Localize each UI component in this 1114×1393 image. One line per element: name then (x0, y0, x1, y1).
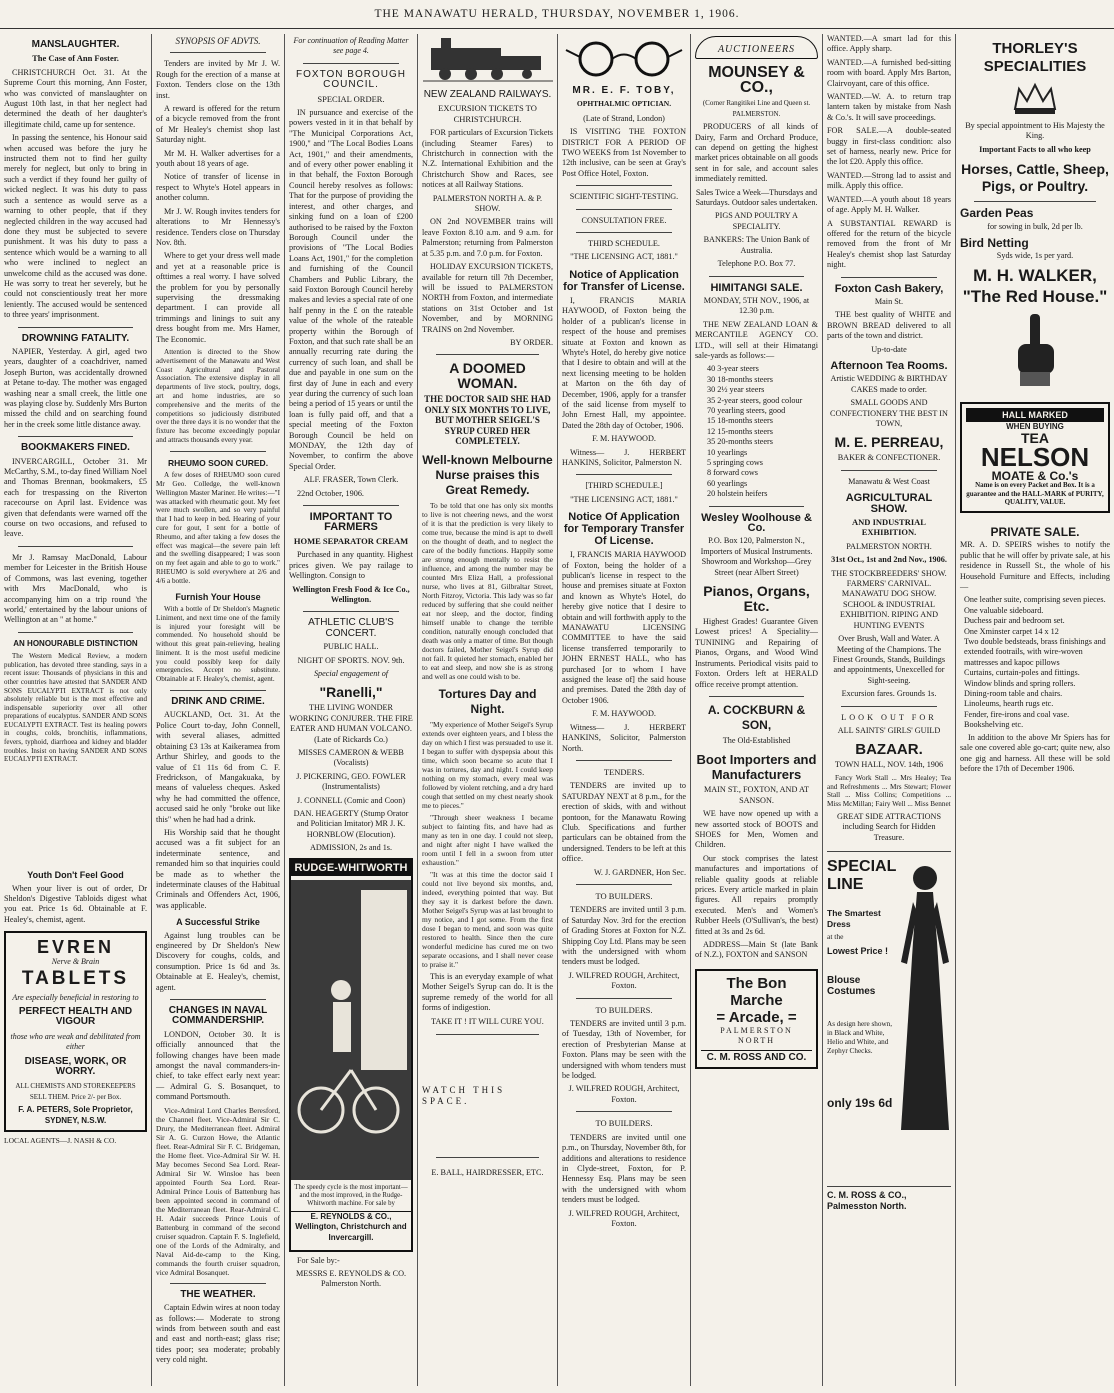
stock-item: 30 2½ year steers (707, 385, 765, 395)
auction-text: PIGS AND POULTRY A SPECIALITY. (715, 211, 798, 231)
ad-text: F. A. PETERS, Sole Proprietor, SYDNEY, N.S.W. (18, 1105, 133, 1125)
ad-text: Name is on every Packet and Box. It is a guarantee and the HALL-MARK of PURITY, QUALITY, VALUE. (966, 481, 1104, 507)
show-dates: 31st Oct., 1st and 2nd Nov., 1906. (831, 555, 947, 565)
article-paragraph: LONDON, October 30. It is officially announced that the following changes have been made amongst the naval commanders-in-chief, to take effect early next year:— Admiral G. S. Bosanquet, to command Portsmouth. (156, 1029, 280, 1102)
concert-date: NIGHT OF SPORTS. NOV. 9th. (297, 655, 405, 665)
divider (436, 354, 539, 355)
headline-temporary-transfer: Notice Of Application for Temporary Transfer Of License. (563, 511, 685, 548)
baker-name: M. E. PERREAU, (834, 434, 944, 451)
furniture-item: One Xminster carpet 14 x 12 (964, 626, 1059, 636)
train-illustration (423, 34, 553, 84)
synopsis-item: Notice of transfer of license in respect to Whyte's Hotel appears in another column. (156, 172, 280, 203)
license-notice: I, FRANCIS MARIA HAYWOOD, of Foxton being the holder of a publican's license in respect of the house and premises situate at Foxton and known as Whyte's Hotel, do hereby give notice that I desire to obtain and will at the next licensing meeting to be holden at Marton on the 6th day of December, 1906, apply for a transfer of the said license from myself to John Ernest Hall, my appointee. Dated the 28th day of October, 1906. (562, 295, 686, 430)
divider (18, 327, 133, 328)
ad-brand: MOATE & Co.'s (991, 469, 1079, 484)
stock-item: 60 yearlings (707, 478, 748, 488)
article-paragraph: A few doses of RHEUMO soon cured Mr Geo. Colledge, the well-known Wellington Master Mariner. He writes:—"I was attacked with rheumatic gout. My feet were much swollen, and so very painful that I had to keep in bed. Hearing of your cure for gout, I sent for a bottle of Rheumo, and after taking a few doses the effect was magical—the severe pain left and the swelling disappeared; I was soon on my feet again and able to go to work." RHEUMO is sold everywhere at 2/6 and 4/6 a bottle. (156, 471, 280, 585)
stock-item: 35 2-year steers, good colour (707, 395, 803, 405)
ad-text: The Smartest Dress (827, 908, 881, 929)
headline-bird-netting: Bird Netting (960, 236, 1029, 251)
headline-tea-rooms: Afternoon Tea Rooms. (830, 359, 948, 372)
ad-text: Artistic WEDDING & BIRTHDAY CAKES made to order. (830, 374, 948, 394)
divider (576, 185, 672, 186)
divider (576, 760, 672, 761)
ad-text: WE have now opened up with a new assorted stock of BOOTS and SHOES for Men, Women and Children. (695, 809, 818, 850)
furniture-item: Linoleums, hearth rugs etc. (964, 699, 1054, 709)
ad-title: SPECIAL LINE (827, 858, 897, 894)
ad-text: DISEASE, WORK, OR WORRY. (24, 1055, 127, 1077)
furniture-item: One valuable sideboard. (964, 605, 1044, 615)
stock-list (695, 364, 818, 499)
headline-railways: NEW ZEALAND RAILWAYS. (423, 89, 552, 100)
article-paragraph: CHRISTCHURCH Oct. 31. At the Supreme Court this morning, Ann Foster, who was convicted of manslaughter on August 10th last, in that her neglect had determined the death of her daughter's illegitimate child, came up for sentence. (4, 67, 147, 129)
synopsis-item: Attention is directed to the Show advertisement of the Manawatu and West Coast Agricultural and Pastoral Association. The extensive display in all departments of live stock, poultry, dogs, art and home industries, are so comprehensive and the merits of the competitions so judiciously distributed over the three days it is no wonder that the fixture has become exceedingly popular and attracts thousands every year. (156, 347, 280, 444)
article-paragraph: "My experience of Mother Seigel's Syrup extends over eighteen years, and I bless the day on which I first was persuaded to use it. I began to suffer with dyspepsia about this time, which soon became so acute that I was in tortures, day and night. I could keep nothing on my stomach, every meal was followed by violent retching, and a dry hard cough that settled on my chest nearly shook me to pieces." (422, 719, 553, 810)
show-text: Excursion fares. Grounds 1s. (841, 689, 937, 699)
sale-agent: MESSRS E. REYNOLDS & CO. Palmerston North. (295, 1269, 407, 1289)
headline-distinction: AN HONOURABLE DISTINCTION (13, 638, 138, 648)
furniture-item: Two double bedsteads, brass finishings and extended footrails, with wire-woven mattresses and kapoc pillows (964, 637, 1106, 667)
ad-text: Important Facts to all who keep (979, 144, 1091, 154)
ad-text: ALL CHEMISTS AND STOREKEEPERS SELL THEM. Price 2/- per Box. (15, 1082, 136, 1101)
synopsis-item: Mr M. H. Walker advertises for a youth about 18 years of age. (156, 148, 280, 169)
headline-cockburn: A. COCKBURN & SON, (707, 702, 806, 732)
headline-pianos: Pianos, Organs, Etc. (703, 583, 810, 615)
headline-nurse: Well-known Melbourne Nurse praises this Great Remedy. (422, 452, 553, 497)
headline-borough-council: FOXTON BOROUGH COUNCIL. (296, 68, 406, 91)
ad-footer: E. REYNOLDS & CO., Wellington, Christchurch and Invercargill. (291, 1211, 411, 1243)
headline-tortures: Tortures Day and Night. (438, 686, 537, 716)
divider (709, 276, 804, 277)
nelson-moate-ad (960, 402, 1110, 513)
sale-text: THE NEW ZEALAND LOAN & MERCANTILE AGENCY CO. LTD., will sell at their Himatangi sale-yards as follows:— (695, 319, 818, 360)
headline-bookmakers: BOOKMAKERS FINED. (21, 442, 130, 454)
concert-venue: PUBLIC HALL. (323, 642, 379, 652)
subhead: AND INDUSTRIAL EXHIBITION. (852, 517, 926, 538)
divider (303, 611, 399, 612)
article-paragraph: Mr J. Ramsay MacDonald, Labour member for Leicester in the British House of Commons, was last evening, together with Mrs MacDonald, who is accompanying him on a trip round 'the world,' entertained by the labour unions of Wellington at an " at home." (4, 552, 147, 625)
ad-text: BAKER & CONFECTIONER. (837, 453, 941, 463)
divider (709, 696, 804, 697)
headline-drink-crime: DRINK AND CRIME. (171, 696, 265, 708)
headline-weather: THE WEATHER. (180, 1288, 256, 1300)
divider (576, 884, 672, 885)
ad-text: SMALL GOODS AND CONFECTIONERY THE BEST IN TOWN, (830, 398, 948, 428)
show-text: Manawatu & West Coast (848, 476, 930, 486)
ad-text: for sowing in bulk, 2d per lb. (987, 221, 1083, 231)
tender-notice: TENDERS are invited until 3 p.m. of Tuesday, 13th of November, for erection of Presbyterian Manse at Foxton. Plans may be seen with the undersigned with whom tenders must be lodged. (562, 1019, 686, 1081)
signature: J. WILFRED ROUGH, Architect, Foxton. (568, 1084, 680, 1104)
article-paragraph: Captain Edwin wires at noon today as follows:— Moderate to strong winds from between south and east and east and north-east; glass rise; tides poor; sea moderate; probably very cold night. (156, 1303, 280, 1365)
article-paragraph: This is an everyday example of what Mother Seigel's Syrup can do. It is the supreme remedy of the world for all forms of indigestion. (422, 971, 553, 1013)
animals-text: Horses, Cattle, Sheep, Pigs, or Poultry. (961, 161, 1109, 195)
price: only 19s 6d (827, 1096, 893, 1111)
article-paragraph: Vice-Admiral Lord Charles Beresford, the Channel fleet. Vice-Admiral Sir C. Drury, the Mediterranean fleet. Admiral Sir A. G. Curzon Howe, the Atlantic fleet. Rear-Admiral Sir F. C. Bridgeman, the Home fleet. Vice-Admiral Sir W. H. May becomes Second Sea Lord. Rear-Admiral Sir W. Winsloe has been appointed Fourth Sea Lord. Rear-Admiral Prince Louis of Battenburg has been appointed second in command of the Mediterranean fleet. Rear-Admiral C. H. Adair succeeds Prince Louis of Battenburg in command of the second cruiser squadron. Captain F. S. Inglefield, one of the Lords of the Admiralty, and Naval Aid-de-camp to the King, commands the fourth cruiser squadron, vice Admiral Bosanquet. (156, 1105, 280, 1277)
witness: Witness— J. HERBERT HANKINS, Solicitor, Palmerston North. (562, 722, 686, 753)
ad-text: Purchased in any quantity. Highest prices given. We pay railage to Wellington. Consign to (289, 550, 413, 581)
ad-text: Are especially beneficial in restoring to (12, 992, 139, 1002)
column-7 (823, 34, 955, 1386)
divider (170, 999, 266, 1000)
ad-text: The speedy cycle is the most important—and the most improved, in the Rudge-Whitworth machine. For sale by (294, 1184, 408, 1208)
ad-text: The Old-Established (722, 735, 791, 745)
railway-notice: HOLIDAY EXCURSION TICKETS, available for return till 7th December, will be issued to PALMERSTON NORTH from Foxton, and intermediate stations on 31st October and 1st November, and by MORNING TRAINS on 2nd November. (422, 262, 553, 334)
dress-illustration (897, 862, 953, 1132)
synopsis-item: Where to get your dress well made and yet at a reasonable price is ofttimes a real worry. I have solved the problem for you by personally supervising the dressmaking department. I can provide all trimmings and linings to suit any dress bought from me. Mrs Hamer, The Economic. (156, 251, 280, 344)
column-5 (558, 34, 690, 1386)
synopsis-item: Tenders are invited by Mr J. W. Rough for the erection of a manse at Foxton. Tenders close on the 13th inst. (156, 59, 280, 100)
article-paragraph: INVERCARGILL, October 31. Mr McCarthy, S.M., to-day fined William Noel and Thomas Brennan, bookmakers, £5 each for trespassing on the Riverton racecourse on April last. Evidence was given that defendants were warned off the course on two occasions, and refused to leave. (4, 456, 147, 539)
royal-crest-icon (1005, 79, 1065, 119)
ad-text: ADDRESS—Main St (late Bank of N.Z.), FOXTON and SANSON (695, 940, 818, 960)
stock-item: 10 yearlings (707, 447, 748, 457)
divider (841, 470, 937, 471)
concert-text: Special engagement of (313, 668, 389, 678)
watch-this-space: WATCH THIS SPACE. (422, 1085, 506, 1106)
divider (170, 690, 266, 691)
signature: J. WILFRED ROUGH, Architect, Foxton. (568, 970, 680, 991)
ad-text: C. M. ROSS AND CO. (701, 1050, 812, 1063)
concert-text: THE LIVING WONDER WORKING CONJURER. THE FIRE EATER AND HUMAN VOLCANO. (Late of Rickards Co.) (289, 703, 413, 744)
divider (974, 201, 1096, 202)
witness: Witness— J. HERBERT HANKINS, Solicitor, Palmerston N. (562, 447, 686, 467)
bon-marche-ad (695, 969, 818, 1069)
by-order: BY ORDER. (510, 337, 553, 347)
bazaar-text: GREAT SIDE ATTRACTIONS including Search for Hidden Treasure. (836, 811, 941, 842)
ad-text: MAIN ST., FOXTON, AND AT SANSON. (703, 785, 809, 805)
hairdresser-ad: E. BALL, HAIRDRESSER, ETC. (431, 1167, 544, 1177)
concert-text: J. PICKERING, GEO. FOWLER (Instrumentalists) (296, 771, 406, 792)
stock-item: 70 yearling steers, good (707, 405, 786, 415)
headline-license-transfer: Notice of Application for Transfer of License. (563, 268, 685, 293)
show-text: Over Brush, Wall and Water. A Meeting of the Champions. The Finest Grounds, Stands, Buildings and appointments, Unexcelled for Sight-seeing. (832, 634, 946, 685)
headline-walker: M. H. WALKER, (973, 265, 1097, 285)
headline-doomed-woman: A DOOMED WOMAN. (449, 360, 526, 392)
headline-builders: TO BUILDERS. (595, 1118, 653, 1129)
bazaar-text: TOWN HALL, NOV. 14th, 1906 (834, 760, 944, 770)
ad-text: THE best quality of WHITE and BROWN BREAD delivered to all parts of the town and district. (827, 310, 951, 341)
stock-item: 12 15-months steers (707, 426, 773, 436)
headline-rheumo: RHEUMO SOON CURED. (167, 457, 269, 468)
auctioneers-banner: AUCTIONEERS (695, 36, 818, 59)
divider (841, 277, 937, 278)
stock-item: 20 holstein heifers (707, 489, 768, 499)
headline-private-sale: PRIVATE SALE. (990, 524, 1080, 539)
railway-notice: ON 2nd NOVEMBER trains will leave Foxton 8.10 a.m. and 9 a.m. for Palmerston; returning from Palmerston at 5.35 p.m. and 7.0 p.m. for Foxton. (422, 217, 553, 258)
bazaar-text: Fancy Work Stall ... Mrs Healey; Tea and Refreshments ... Mrs Stewart; Flower Stall ... Miss Collins; Competitions ... Miss McMillan; Fairy Well ... Miss Bennet (827, 773, 951, 809)
synopsis-item: Mr J. W. Rough invites tenders for alterations to Mr Hennessy's residence. Tenders close on Thursday Nov. 8th. (156, 206, 280, 247)
special-line-ad (827, 851, 951, 1187)
divider (18, 546, 133, 547)
show-text: THE STOCKBREEDERS' SHOW. FARMERS' CARNIVAL. MANAWATU DOG SHOW. SCHOOL & INDUSTRIAL EXHIBITION. RIPING AND HUNTING EVENTS (831, 568, 947, 630)
headline-naval: CHANGES IN NAVAL COMMANDERSHIP. (168, 1005, 268, 1027)
headline-strike: A Successful Strike (176, 917, 260, 928)
divider (576, 474, 672, 475)
headline-woolhouse: Wesley Woolhouse & Co. (701, 511, 812, 535)
optician-name: MR. E. F. TOBY, (572, 85, 676, 96)
headline-concert: ATHLETIC CLUB'S CONCERT. (308, 617, 394, 639)
headline-bakery: Foxton Cash Bakery, (834, 282, 944, 295)
optician-text: (Late of Strand, London) (583, 113, 665, 123)
ad-title: RUDGE-WHITWORTH (291, 860, 411, 876)
furniture-item: Duchess pair and bedroom set. (964, 616, 1065, 626)
ad-brand: NELSON (980, 442, 1090, 473)
concert-text: DAN. HEAGERTY (Stump Orator and Politician Imitator) MR J. K. HORNBLOW (Elocution). (293, 809, 409, 839)
divider (576, 998, 672, 999)
ad-agents: LOCAL AGENTS—J. NASH & CO. (4, 1136, 117, 1146)
guild-name: ALL SAINTS' GIRLS' GUILD (837, 725, 941, 735)
license-notice: I, FRANCIS MARIA HAYWOOD of Foxton, being the holder of a publican's license in respect to the house and premises situate at Foxton and known as Whyte's Hotel, do hereby give notice that I desire to obtain and will forthwith apply to the MANAWATU LICENSING COMMITTEE to have the said license transferred temporarily to JOHN ERNEST HALL, who has purchased [or to whom I have assigned the lease of] the said house and premises. Dated the 28th day of October 1906. (562, 550, 686, 705)
synopsis-item: A reward is offered for the return of a bicycle removed from the front of Mr Healey's chemist shop last Saturday night. (156, 104, 280, 145)
divider (303, 63, 399, 64)
article-paragraph: When your liver is out of order, Dr Sheldon's Digestive Tabloids digest what you eat. Price 1s 6d. Obtainable at F. Healey's, chemist, agent. (4, 883, 147, 924)
headline-thorley: THORLEY'S SPECIALITIES (983, 40, 1087, 75)
classified-ad: WANTED.—W. A. to return trap lantern taken by mistake from Nash & Co.'s. It will save proceedings. (827, 92, 951, 122)
auction-text: PRODUCERS of all kinds of Dairy, Farm and Orchard Produce, can depend on getting the highest market prices obtainable on all goods sent in for sale, and account sales immediately remitted. (695, 122, 818, 184)
special-order-text: IN pursuance and exercise of the powers vested in it in that behalf by "The Municipal Corporations Act, 1900," and "The Local Bodies Loans Act, 1901," and their amendments, and of every other power enabling it in that behalf, the Foxton Borough Council hereby resolves as follows: That for the purpose of providing the interest, and other charges, and sinking fund on a loan of £200 authorised to be raised by the Foxton Borough Council under the provisions of "The Local Bodies Loans Act, 1901," for the completion and furnishing of the Council Chambers and Public Library, the said Foxton Borough Council hereby makes and levies a special rate of one half penny in the £ on the rateable value of the whole of the rateable property within the Borough of Foxton, and that such rate shall be an annually recurring rate during the currency of such loan, and shall be due and payable in one sum on the first day of June in each and every year during the currency of such loan being a period of 15 years or until the loan is fully paid off, and that a special meeting of the Foxton Borough Council be held on MONDAY, the 12th day of November, to confirm the above Special Order. (289, 108, 413, 471)
auction-text: Telephone P.O. Box 77. (717, 259, 796, 269)
ad-text: Main St. (874, 296, 904, 306)
classified-ad: WANTED.—Strong lad to assist and milk. Apply this office. (827, 170, 951, 191)
ad-text: Highest Grades! Guarantee Given Lowest prices! A Speciality—TUNINING and Repairing of Pianos, Organs, and Wood Wind Instruments. Periodical visits paid to Foxton. Orders left at HERALD office receive prompt attention. (695, 617, 818, 689)
divider (576, 1111, 672, 1112)
subhead: THE DOCTOR SAID SHE HAD ONLY SIX MONTHS TO LIVE, BUT MOTHER SEIGEL'S SYRUP CURED HER COMPLETELY. (424, 394, 551, 447)
article-paragraph: His Worship said that he thought accused was a fit subject for an indeterminate sentence, and remanded him so that inquiries could be made as to whether the indeterminate clauses of the Habitual Criminals and Offenders Act, 1906, was applicable. (156, 827, 280, 910)
signature: ALF. FRASER, Town Clerk. (303, 475, 399, 485)
headline-farmers: IMPORTANT TO FARMERS (309, 511, 393, 534)
masthead: THE MANAWATU HERALD, THURSDAY, NOVEMBER 1, 1906. (0, 8, 1114, 29)
ad-text: P.O. Box 120, Palmerston N., Importers of Musical Instruments. Showroom and Workshop—Grey Street (near Albert Street) (700, 536, 813, 577)
headline-synopsis: SYNOPSIS OF ADVTS. (175, 36, 261, 46)
headline-feel-good: Youth Don't Feel Good (27, 870, 124, 881)
headline-manslaughter: MANSLAUGHTER. (31, 39, 120, 50)
ad-text: PERFECT HEALTH AND VIGOUR (18, 1005, 133, 1028)
headline-boot-importers: Boot Importers and Manufacturers (696, 752, 817, 783)
date-line: 22nd October, 1906. (297, 488, 364, 498)
ad-text: Our stock comprises the latest manufactures and importations of reliable quality goods at reliable prices. Every article marked in plain figures. All repairs promptly executed. Men's and Women's Rubber Heels (O'Sullivan's, the best) fitted at 3s and 2s 6d. (695, 853, 818, 936)
stock-item: 8 forward cows (707, 468, 758, 478)
act-label: "THE LICENSING ACT, 1881." (570, 494, 678, 504)
concert-text: MISSES CAMERON & WEBB (Vocalists) (298, 747, 404, 768)
column-2 (152, 34, 284, 1386)
divider (841, 706, 937, 707)
address: (Corner Rangitikei Line and Queen st. PALMERSTON. (702, 99, 811, 118)
classified-ad: WANTED.—A youth about 18 years of age. Apply M. H. Walker. (827, 194, 951, 215)
cyclists-illustration (291, 880, 411, 1180)
article-paragraph: With a bottle of Dr Sheldon's Magnetic Liniment, and next time one of the family is injured your foresight will be commended. No household should be without this great pain-relieving, healing liniment. It is the most useful medicine you could possibly keep for daily emergencies. Accept no substitute. Obtainable at F. Healey's, chemist, agent. (156, 604, 280, 684)
article-paragraph: The Western Medical Review, a modern publication, has devoted three standing, says in a recent issue: Thousands of physicians in this and other countries have attested that SANDER AND SONS EUCALYPTI EXTRACT is not only absolutely reliable but is the most effective and indispensable superiority over all other preparations of eucalyptus. SANDER AND SONS EUCALYPTI EXTRACT. Test its healing powers in coughs, colds, bronchitis, inflammations, fevers, typhoid, diarrhoea and kidney and bladder troubles. Insist on having SANDER AND SONS EUCALYPTI EXTRACT. (4, 652, 147, 764)
ad-title: EVREN (36, 937, 114, 958)
headline-red-house: "The Red House." (962, 286, 1108, 306)
article-paragraph: NAPIER, Yesterday. A girl, aged two years, daughter of a coachdriver, named Joseph Burton, was accidentally drowned at Petane to-day. The mother was engaged washing near a small creek, the little one was playing close by. Suddenly Mrs Burton missed the child and on searching found her in the creek some little distance away. (4, 346, 147, 429)
optician-text: CONSULTATION FREE. (581, 215, 667, 225)
evren-tablets-ad (4, 931, 147, 1132)
furniture-item: One leather suite, comprising seven pieces. (964, 595, 1106, 605)
ad-text: Blouse Costumes (827, 975, 876, 997)
spectacles-icon (564, 38, 684, 80)
ad-text: TEA (1021, 429, 1049, 446)
ad-text: WHEN BUYING (1006, 422, 1064, 432)
ad-text: PALMERSTON NORTH (720, 1025, 793, 1046)
schedule-label: THIRD SCHEDULE. (588, 239, 660, 249)
furniture-item: Curtains, curtain-poles and fittings. (964, 668, 1080, 678)
signature: W. J. GARDNER, Hon Sec. (593, 867, 686, 877)
subhead: EXCURSION TICKETS TO CHRISTCHURCH. (438, 103, 537, 124)
look-out-banner: LOOK OUT FOR (841, 712, 937, 722)
subhead: OPHTHALMIC OPTICIAN. (576, 99, 672, 109)
article-paragraph: "It was at this time the doctor said I could not live beyond six months, and, indeed, everything pointed that way. But they say it is darkest before the dawn. Mother Seigel's Syrup was at last brought to my notice, and I got some. From the first dose I began to mend, and soon was quite restored to health. Since then the cure wonderful medicine has cured me on two separate occasions, and I shall never cease to praise it." (422, 869, 553, 969)
column-1 (0, 34, 151, 1386)
ad-title: The Bon Marche (726, 974, 787, 1009)
column-6 (691, 34, 822, 1386)
pointing-hand-icon (1000, 310, 1070, 390)
furniture-item: Dining-room table and chairs. (964, 689, 1063, 699)
article-paragraph: "Through sheer weakness I became subject to fainting fits, and have had as many as ten in one day. I could not sleep, and night after night I have walked the room until I fell in a swoon from utter exhaustion." (422, 812, 553, 867)
ad-text: those who are weak and debilitated from either (10, 1031, 141, 1052)
divider (709, 506, 804, 507)
divider (436, 1034, 539, 1035)
optician-text: SCIENTIFIC SIGHT-TESTING. (569, 192, 679, 202)
rudge-whitworth-ad (289, 858, 413, 1252)
classified-ad: WANTED.—A furnished bed-sitting room with board. Apply Mrs Barton, Clairvoyant, care of this office. (827, 57, 951, 88)
headline-mounsey: MOUNSEY & CO., (708, 64, 805, 97)
column-4 (418, 34, 557, 1386)
headline-himitangi: HIMITANGI SALE. (710, 281, 803, 294)
divider (576, 232, 672, 233)
show-heading: PALMERSTON NORTH A. & P. SHOW. (432, 193, 543, 214)
ad-text: at the (827, 932, 844, 942)
subhead: The Case of Ann Foster. (32, 53, 119, 64)
classified-ad: A SUBSTANTIAL REWARD is offered for the return of the bicycle removed from the front of Mr Healey's chemist shop last Saturday night. (827, 218, 951, 270)
ad-text: Lowest Price ! (827, 946, 889, 957)
headline-garden-peas: Garden Peas (960, 206, 1034, 221)
headline-tenders: TENDERS. (603, 766, 645, 777)
performer-name: "Ranelli," (319, 684, 383, 701)
stock-item: 35 20-months steers (707, 437, 773, 447)
article-paragraph: Against lung troubles can be engineered by Dr Sheldon's New Discovery for coughs, colds, and consumption. Price 1s 6d and 3s. Obtainable at E. Healey's, chemist, agent. (156, 930, 280, 992)
furniture-item: Fender, fire-irons and coal vase. (964, 709, 1070, 719)
ad-title: HALL MARKED (966, 408, 1104, 422)
stock-item: 30 18-months steers (707, 374, 773, 384)
tender-notice: TENDERS are invited until 3 p.m. of Saturday Nov. 3rd for the erection of Grading Stores at Foxton for N.Z. Shipping Coy Ltd. Plans may be seen with the undersigned with whom tenders must be lodged. (562, 905, 686, 967)
sale-date: MONDAY, 5TH NOV., 1906, at 12.30 p.m. (703, 295, 810, 316)
divider (576, 209, 672, 210)
sale-text: In addition to the above Mr Spiers has for sale one covered able go-cart; quite new, also one gig and harness. All these will be sold before the 17th of December 1906. (960, 732, 1110, 773)
classified-ad: WANTED.—A smart lad for this office. Apply sharp. (827, 34, 951, 54)
subhead: HOME SEPARATOR CREAM (293, 535, 409, 546)
continuation-note: For continuation of Reading Matter see page 4. (293, 36, 409, 56)
ad-text: Syds wide, 1s per yard. (996, 251, 1074, 261)
column-8 (956, 34, 1114, 1386)
appointment-text: By special appointment to His Majesty the King. (965, 121, 1105, 141)
ad-title: = Arcade, = (716, 1008, 797, 1026)
ad-text: Wellington Fresh Food & Ice Co., Wellington. (292, 584, 410, 604)
concert-admission: ADMISSION, 2s and 1s. (309, 843, 393, 853)
divider (303, 505, 399, 506)
divider (170, 52, 266, 53)
headline-show: AGRICULTURAL SHOW. (845, 492, 933, 515)
sale-text: MR. A. D. SPEIRS wishes to notify the public that he will offer by private sale, at his residence in Russell St., the whole of his Household Furniture and Effects, including— (960, 540, 1110, 591)
ad-big-text: TABLETS (21, 967, 130, 989)
column-3 (285, 34, 417, 1386)
railway-notice: FOR particulars of Excursion Tickets (including Steamer Fares) to Christchurch in connection with the N.Z. International Exhibition and the Christchurch Show and Races, see notices at all Railway Stations. (422, 128, 553, 190)
signature: J. WILFRED ROUGH, Architect, Foxton. (568, 1208, 680, 1228)
auction-text: BANKERS: The Union Bank of Australia. (703, 235, 810, 255)
auction-text: Sales Twice a Week—Thursdays and Saturdays. Outdoor sales undertaken. (695, 187, 818, 208)
article-paragraph: To be told that one has only six months to live is not cheering news, and the worst of it is that the prediction is very likely to come true, because the mind is apt to dwell on the thought of death, and to neglect the care of the bodily functions. Happily some are strong enough mentally to resist the influence, and among the number may be counted Mrs Eliza Hall, a professional nurse, who lives at 81, Gilbraltar Street, North Fitzroy, Victoria. This lady was so far reduced by suffering that she could neither eat nor sleep, and the doctor, finding himself unable to change the terrible condition, naturally enough concluded that death was only a matter of time. But though doctors failed, Mother Seigel's Syrup did not fail. It quieted her stomach, enabled her to eat and sleep, and now she is as strong and well as one could wish to be. (422, 500, 553, 681)
article-paragraph: In passing the sentence, his Honour said when accused was before the jury he instructed them not to find her guilty merely for neglect, but only to bring in such a verdict if they found her guilty of wicked neglect. It was his duty to pass such a sentence as would serve as a warning to other people, that if they neglected children in the way accused had done they must be subjected to severe punishment. It was his duty to pass a sentence which would be a warning to all who were inclined to neglect an unwelcome child as the accused was done. He was sorry to treat her severely, but he could not conscientiously treat her more leniently. The accused would be sentenced to three years' imprisonment. (4, 133, 147, 320)
headline-builders: TO BUILDERS. (595, 1004, 653, 1015)
divider (18, 632, 133, 633)
stock-item: 15 18-months steers (707, 416, 773, 426)
concert-text: J. CONNELL (Comic and Coon) (296, 795, 406, 805)
act-label: "THE LICENSING ACT, 1881." (570, 252, 678, 262)
ad-subtitle: Nerve & Brain (51, 957, 100, 967)
optician-text: IS VISITING THE FOXTON DISTRICT FOR A PERIOD OF TWO WEEKS from 1st November to 12th inclusive, can be seen at Gray's Post Office Hotel, Foxton. (562, 127, 686, 178)
ad-text: As design here shown, in Black and White, Helio and White, and Zephyr Checks. (827, 1020, 893, 1056)
furniture-item: Bookshelving etc. (964, 720, 1024, 730)
divider (18, 436, 133, 437)
divider (170, 451, 266, 452)
tender-notice: TENDERS are invited until one p.m., on Thursday, November 8th, for additions and alterations to residence in Clyde-street, Foxton, for P. Hennessy Esq. Plans may be seen with the undersigned with whom tenders must be lodged. (562, 1132, 686, 1205)
signature: F. M. HAYWOOD. (592, 709, 656, 719)
classified-ad: FOR SALE.—A double-seated buggy in first-class condition: also set of harness, nearly new. Price for the lot £20. Apply this office. (827, 126, 951, 167)
show-text: PALMERSTON NORTH. (846, 541, 932, 551)
divider (170, 1283, 266, 1284)
slogan: TAKE IT ! IT WILL CURE YOU. (431, 1017, 544, 1027)
stock-item: 5 springing cows (707, 458, 763, 467)
headline-drowning: DROWNING FATALITY. (21, 332, 130, 344)
sale-label: For Sale by:- (297, 1255, 340, 1265)
divider (436, 1157, 539, 1158)
signature: F. M. HAYWOOD. (592, 434, 656, 444)
headline-bazaar: BAZAAR. (855, 741, 923, 759)
furniture-item: Window blinds and spring rollers. (964, 678, 1076, 688)
schedule-label: [THIRD SCHEDULE.] (585, 481, 663, 491)
headline-builders: TO BUILDERS. (595, 890, 653, 901)
subhead: SPECIAL ORDER. (317, 93, 385, 104)
article-paragraph: AUCKLAND, Oct. 31. At the Police Court to-day, John Connell, with several aliases, admitted obtaining £3 13s at Kaikeramea from Arthur Shirley, and goods to the value of £1 11s 6d from C. F. Fredrickson, of Mangakuaka, by means of valueless cheques. Asked why he had committed the offence, accused said he only "broke out like this" when he had had a drink. (156, 710, 280, 824)
tender-notice: TENDERS are invited up to SATURDAY NEXT at 8 p.m., for the erection of skids, with and without pontoon, for the Manawatu Rowing Club. Specifications and further particulars can be obtained from the undersigned. Tenders to be left at this office. (562, 781, 686, 864)
ad-text: Up-to-date (871, 344, 907, 354)
headline-furnish: Furnish Your House (175, 591, 261, 602)
furniture-list (960, 595, 1110, 730)
stock-item: 40 3-year steers (707, 364, 759, 374)
ross-ad-footer: C. M. ROSS & CO., Palmesston North. (827, 1190, 907, 1211)
